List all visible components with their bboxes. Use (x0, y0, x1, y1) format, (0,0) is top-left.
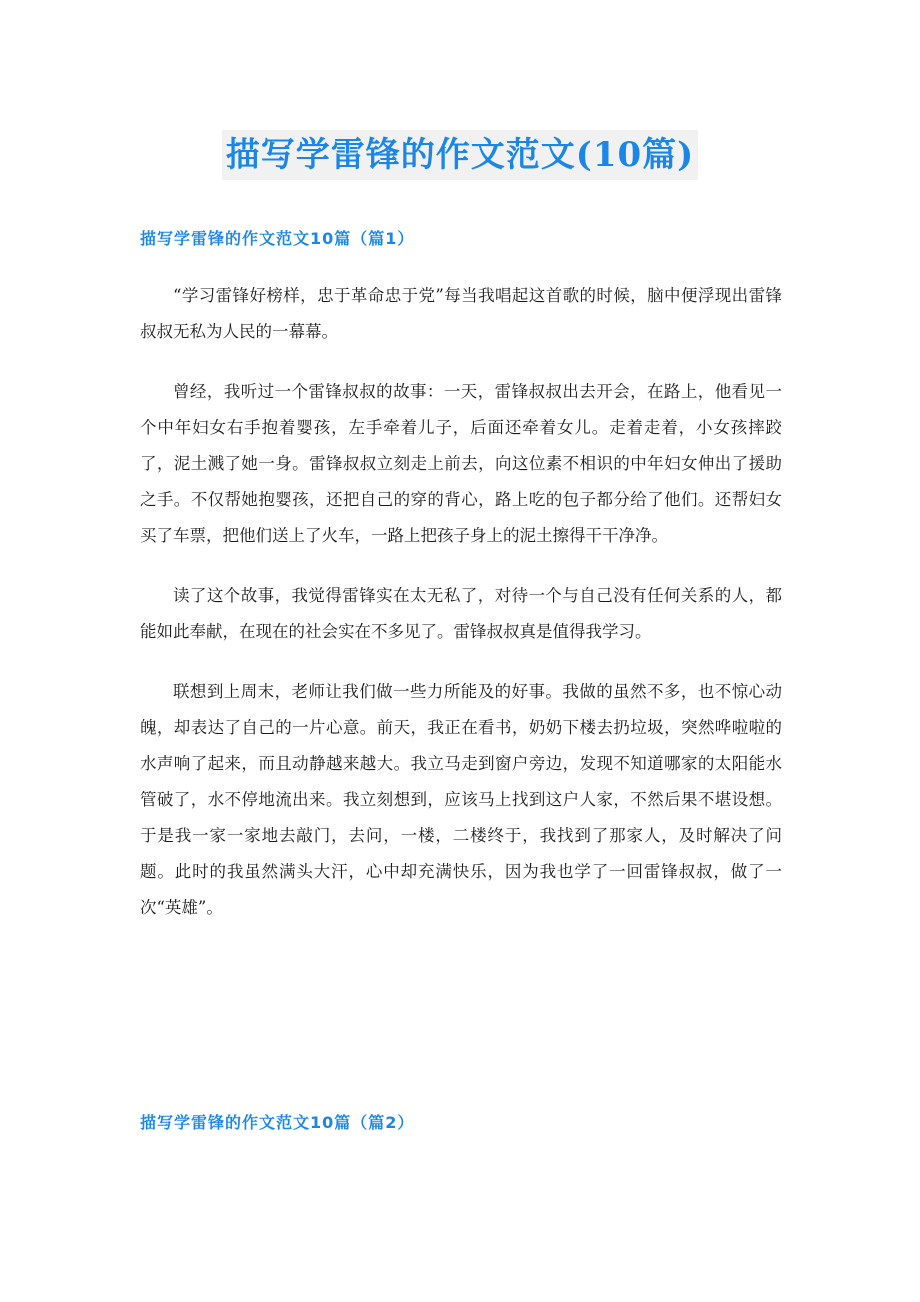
document-title (0, 130, 920, 180)
document-title-text: 描写学雷锋的作文范文(10篇) (222, 130, 699, 180)
paragraph: “学习雷锋好榜样，忠于革命忠于党”每当我唱起这首歌的时候，脑中便浮现出雷锋叔叔无私为人民的一幕幕。 (140, 286, 782, 341)
paragraph: 读了这个故事，我觉得雷锋实在太无私了，对待一个与自己没有任何关系的人，都能如此奉献，在现在的社会实在不多见了。雷锋叔叔真是值得我学习。 (140, 586, 782, 641)
section-heading-1: 描写学雷锋的作文范文10篇（篇1） (140, 229, 415, 248)
paragraph: 联想到上周末，老师让我们做一些力所能及的好事。我做的虽然不多，也不惊心动魄，却表达了自己的一片心意。前天，我正在看书，奶奶下楼去扔垃圾，突然哗啦啦的水声响了起来，而且动静越来越大。我立马走到窗户旁边，发现不知道哪家的太阳能水管破了，水不停地流出来。我立刻想到，应该马上找到这户人家，不然后果不堪设想。于是我一家一家地去敲门，去问，一楼，二楼终于，我找到了那家人，及时解决了问题。此时的我虽然满头大汗，心中却充满快乐，因为我也学了一回雷锋叔叔，做了一次“英雄”。 (140, 682, 782, 917)
essay-body-1 (140, 278, 782, 950)
paragraph: 曾经，我听过一个雷锋叔叔的故事：一天，雷锋叔叔出去开会，在路上，他看见一个中年妇女右手抱着婴孩，左手牵着儿子，后面还牵着女儿。走着走着，小女孩摔跤了，泥土溅了她一身。雷锋叔叔立刻走上前去，向这位素不相识的中年妇女伸出了援助之手。不仅帮她抱婴孩，还把自己的穿的背心，路上吃的包子都分给了他们。还帮妇女买了车票，把他们送上了火车，一路上把孩子身上的泥土擦得干干净净。 (140, 382, 782, 545)
section-heading-2: 描写学雷锋的作文范文10篇（篇2） (140, 1113, 415, 1132)
